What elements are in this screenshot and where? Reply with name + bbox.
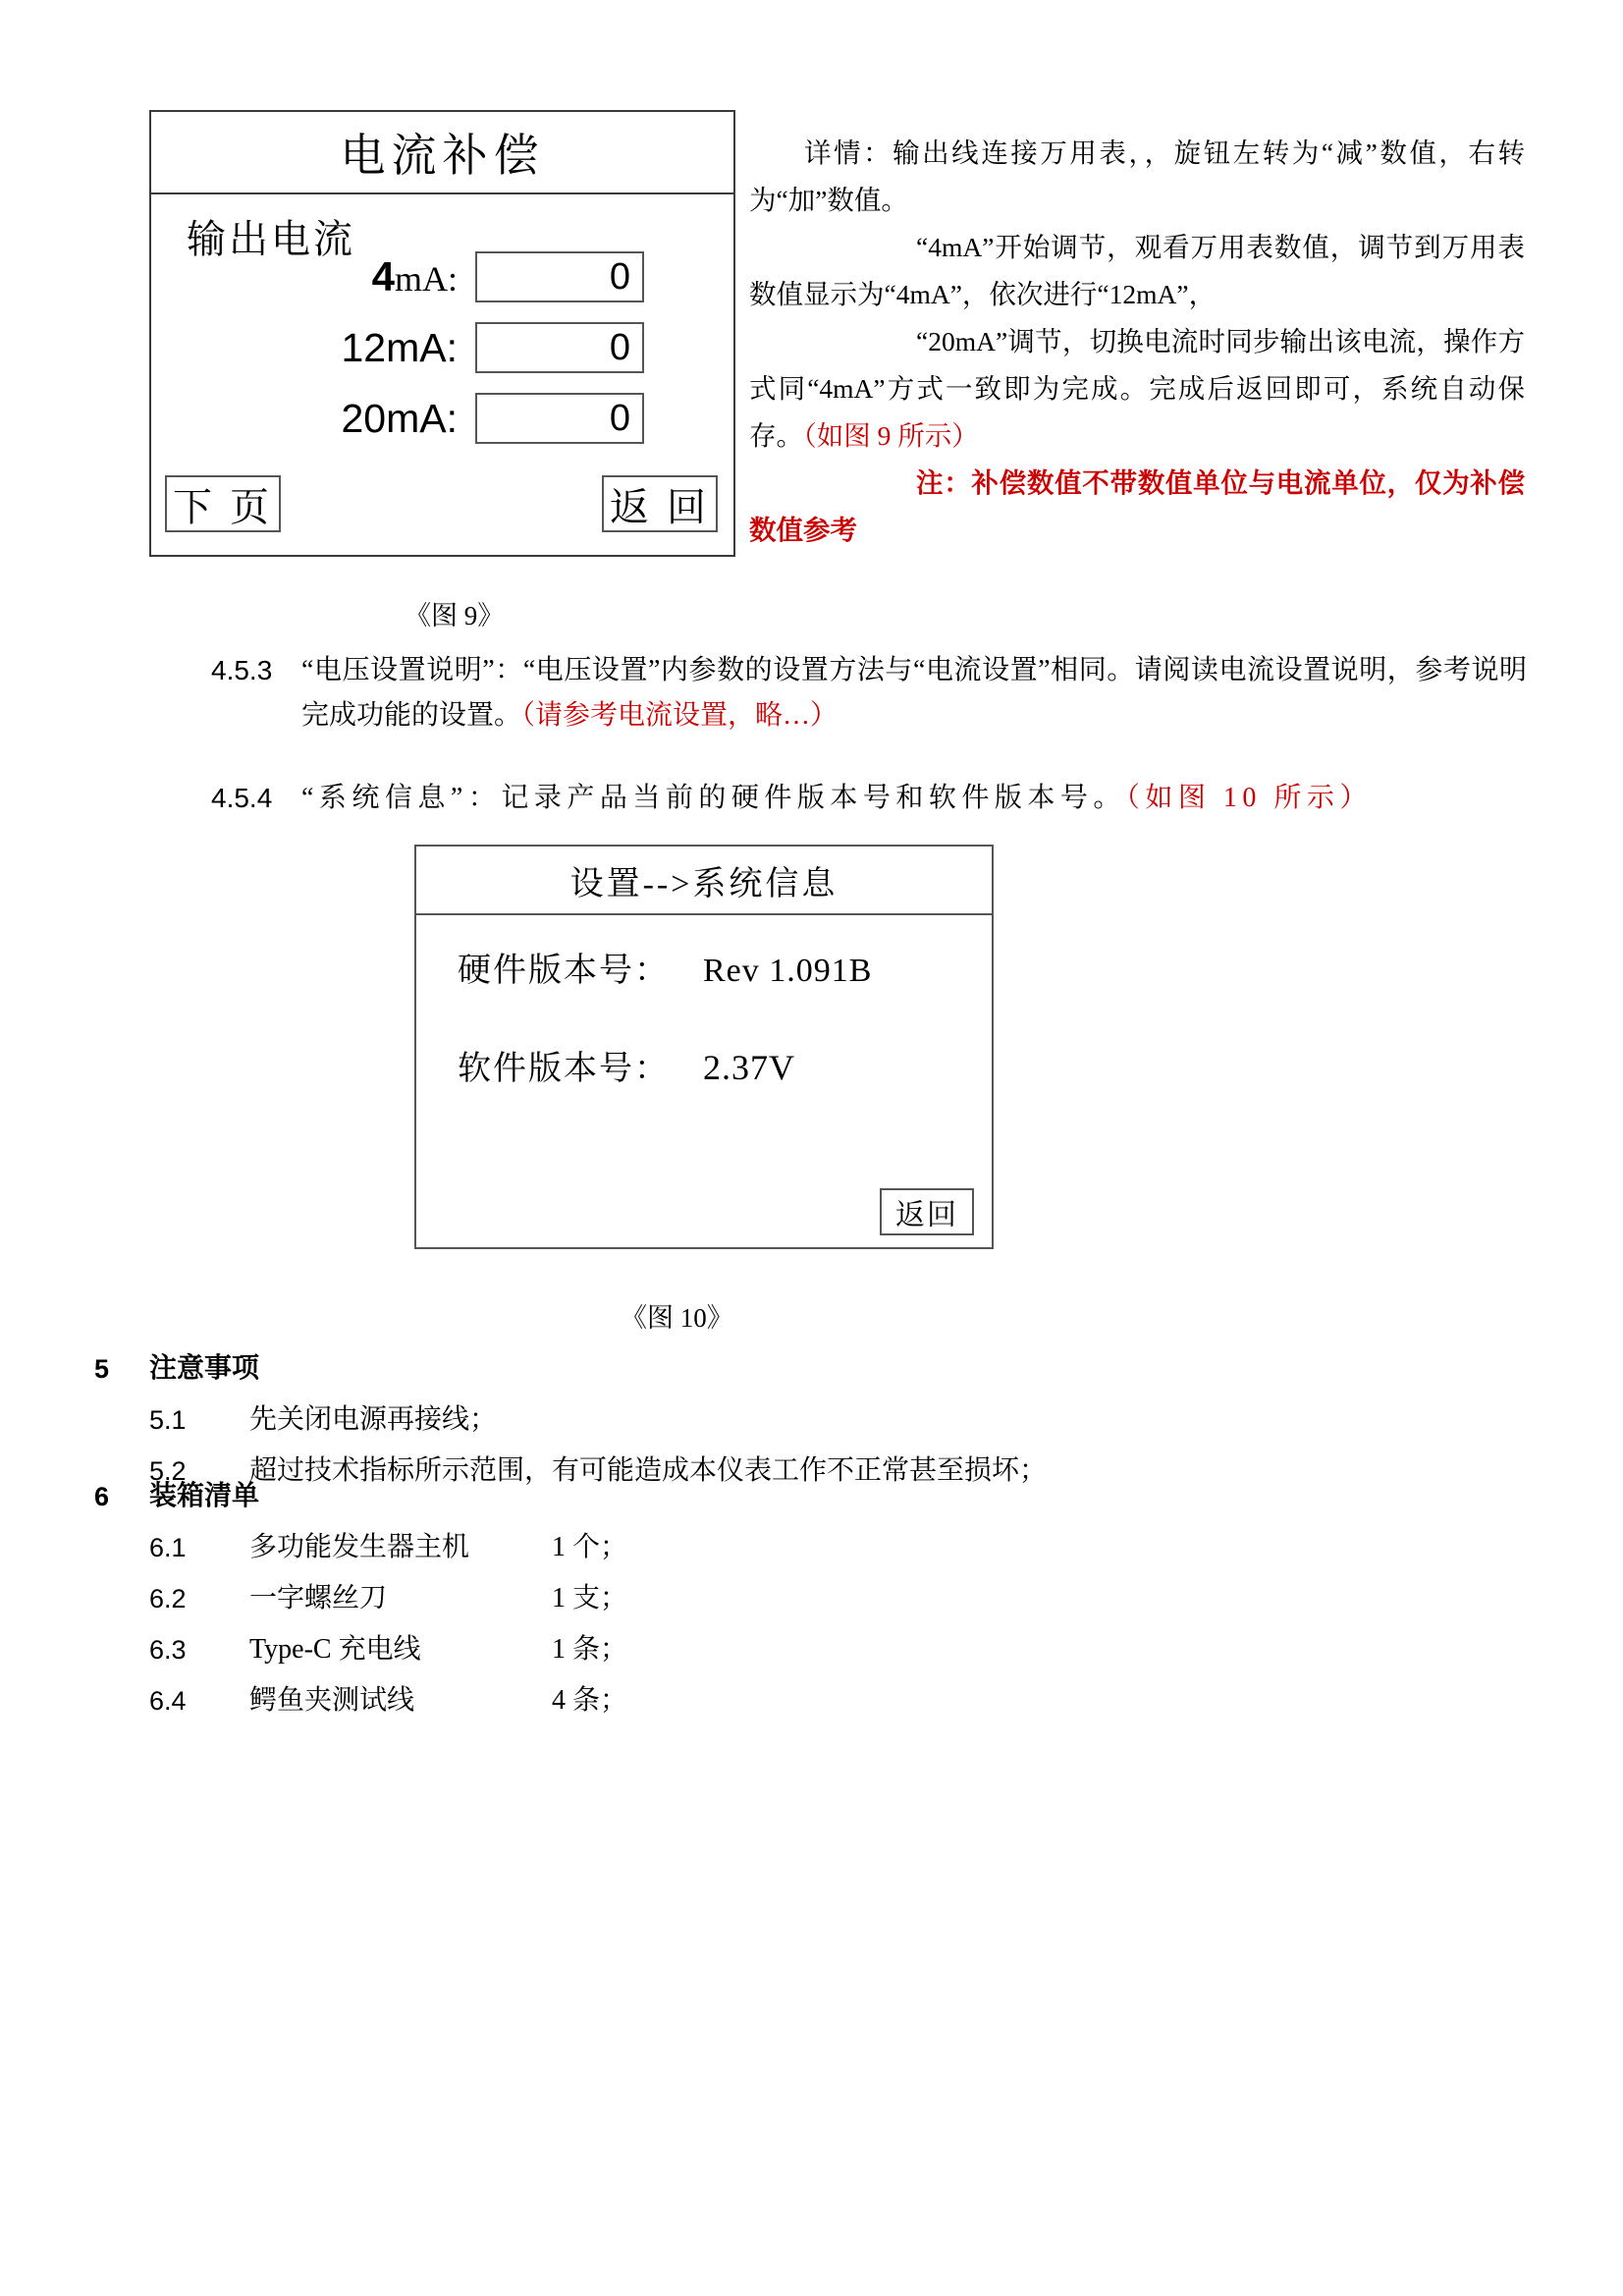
software-version-label: 软件版本号：	[458, 1051, 670, 1087]
detail-description-block	[749, 130, 1525, 554]
back-button-figure10[interactable]: 返回	[880, 1188, 974, 1235]
row-number-12: 12	[341, 324, 387, 370]
list-item	[94, 1394, 1371, 1446]
item-qty-6-1: 1 个；	[552, 1532, 628, 1562]
row-unit-20ma: mA:	[386, 395, 458, 441]
section-4-5-3-black: “电压设置说明”：“电压设置”内参数的设置方法与“电流设置”相同。请阅读电流设置说明，参考说明完成功能的设置。	[301, 655, 1527, 731]
item-number-6-2: 6.2	[149, 1584, 187, 1613]
section-4-5-3	[211, 648, 1527, 738]
detail-paragraph-2: “4mA”开始调节，观看万用表数值，调节到万用表数值显示为“4mA”，依次进行“12mA”，	[749, 232, 1525, 309]
row-label-12ma	[151, 325, 475, 371]
lcd-body-figure10	[416, 915, 992, 1249]
row-unit-4ma: mA:	[394, 259, 458, 299]
detail-note-red: 注：补偿数值不带数值单位与电流单位，仅为补偿数值参考	[749, 467, 1525, 545]
row-label-20ma	[151, 396, 475, 442]
figure-9-lcd-screen	[149, 110, 735, 557]
hardware-version-value: Rev 1.091B	[703, 953, 873, 989]
item-number-6-4: 6.4	[149, 1686, 187, 1716]
lcd-title-bar-figure10	[416, 847, 992, 915]
section-4-5-4-black: “系统信息”：记录产品当前的硬件版本号和软件版本号。	[301, 783, 1126, 813]
hardware-version-label: 硬件版本号：	[458, 953, 670, 989]
section-6-packing-list	[94, 1471, 1371, 1726]
value-box-4ma[interactable]: 0	[475, 251, 644, 302]
item-number-5-1: 5.1	[149, 1405, 187, 1435]
hardware-version-row	[458, 943, 972, 991]
item-text-6-2: 一字螺丝刀	[249, 1583, 388, 1613]
item-number-5-2: 5.2	[149, 1456, 187, 1486]
value-box-12ma[interactable]: 0	[475, 322, 644, 373]
table-row	[94, 1573, 1371, 1624]
section-5-number: 5	[94, 1354, 110, 1384]
table-row	[94, 1522, 1371, 1573]
item-number-6-3: 6.3	[149, 1635, 187, 1665]
figure-10-caption: 《图 10》	[621, 1303, 733, 1333]
item-text-6-4: 鳄鱼夹测试线	[249, 1685, 415, 1716]
software-version-row	[458, 1041, 972, 1089]
item-text-5-1: 先关闭电源再接线；	[249, 1404, 498, 1435]
lcd-screen-title-figure10: 设置-->系统信息	[569, 865, 839, 902]
row-unit-12ma: mA:	[386, 324, 458, 370]
item-qty-6-3: 1 条；	[552, 1634, 628, 1665]
software-version-value: 2.37V	[703, 1048, 795, 1087]
detail-paragraph-3	[749, 318, 1525, 460]
table-row	[94, 1624, 1371, 1675]
item-qty-6-2: 1 支；	[552, 1583, 628, 1613]
section-4-5-3-number: 4.5.3	[211, 655, 273, 685]
output-current-label: 输出电流	[187, 217, 355, 261]
section-4-5-4-red: （如图 10 所示）	[1125, 783, 1373, 813]
detail-paragraph-1: 详情：输出线连接万用表，，旋钮左转为“减”数值，右转为“加”数值。	[749, 137, 1525, 215]
figure-9-caption: 《图 9》	[405, 601, 505, 630]
section-4-5-4-number: 4.5.4	[211, 783, 273, 813]
section-6-heading	[94, 1471, 1371, 1522]
lcd-title-bar	[151, 112, 733, 194]
row-number-4: 4	[371, 253, 395, 300]
section-4-5-3-red: （请参考电流设置，略…）	[521, 700, 839, 731]
section-4-5-4	[211, 776, 1527, 821]
current-row-4ma	[151, 249, 733, 304]
section-6-number: 6	[94, 1482, 110, 1511]
lcd-body	[151, 194, 733, 557]
item-text-6-1: 多功能发生器主机	[249, 1532, 470, 1562]
detail-paragraph-3-black: “20mA”调节，切换电流时同步输出该电流，操作方式同“4mA”方式一致即为完成。完成后返回即可，系统自动保存。	[749, 326, 1525, 451]
section-5-heading	[94, 1343, 1371, 1394]
lcd-screen-title: 电流补偿	[340, 131, 545, 181]
section-5-title: 注意事项	[149, 1353, 260, 1384]
next-page-button[interactable]: 下 页	[165, 475, 281, 532]
current-row-12ma	[151, 320, 733, 375]
item-number-6-1: 6.1	[149, 1533, 187, 1562]
table-row	[94, 1675, 1371, 1726]
value-box-20ma[interactable]: 0	[475, 393, 644, 444]
section-4-5-4-text	[301, 776, 1527, 821]
row-number-20: 20	[341, 395, 387, 441]
item-text-6-3: Type-C 充电线	[249, 1634, 421, 1665]
item-text-5-2: 超过技术指标所示范围，有可能造成本仪表工作不正常甚至损坏；	[249, 1455, 1048, 1486]
back-button-figure9[interactable]: 返 回	[602, 475, 718, 532]
section-4-5-3-text	[301, 648, 1527, 738]
figure-10-lcd-screen	[414, 845, 994, 1249]
section-6-title: 装箱清单	[149, 1481, 260, 1511]
detail-paragraph-3-red: （如图 9 所示）	[803, 420, 979, 451]
item-qty-6-4: 4 条；	[552, 1685, 628, 1716]
row-label-4ma	[151, 253, 475, 301]
current-row-20ma	[151, 391, 733, 446]
